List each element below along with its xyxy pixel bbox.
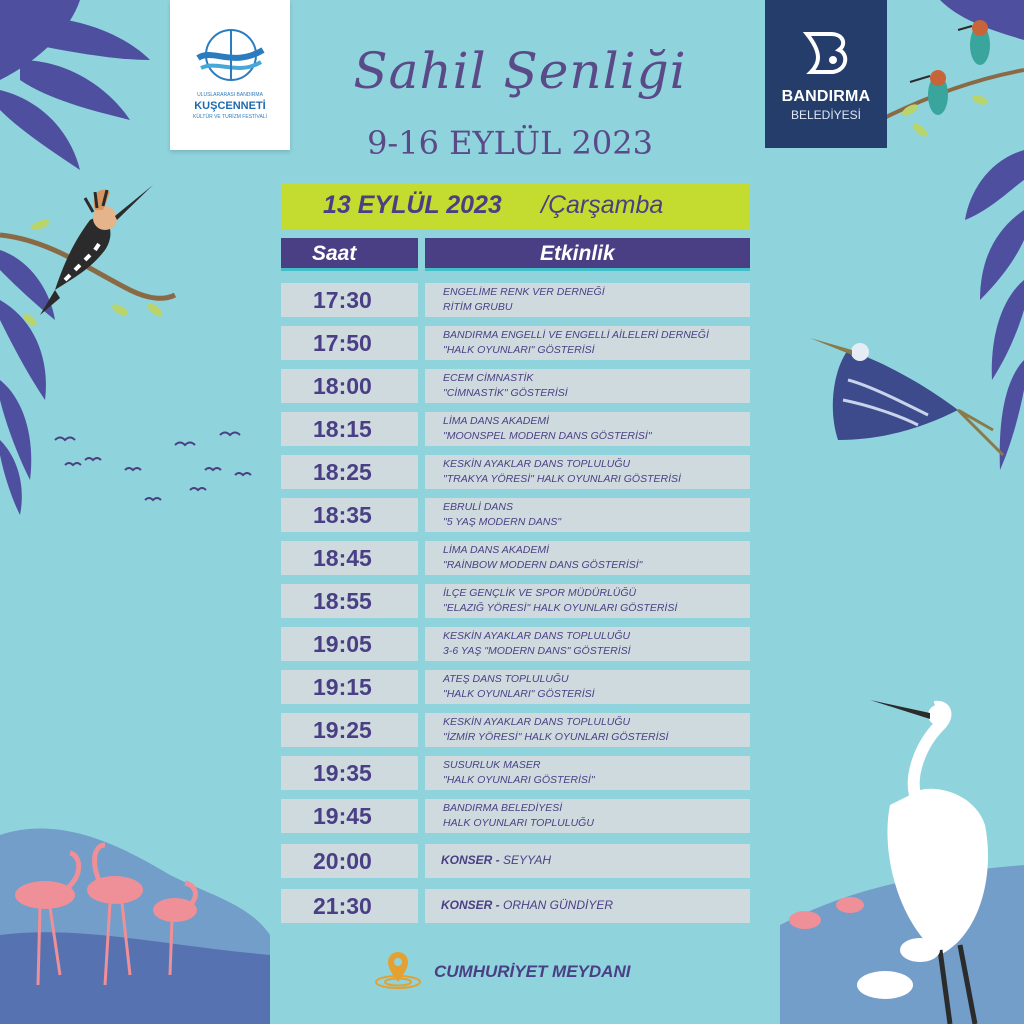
event-line1: BANDIRMA ENGELLİ VE ENGELLİ AİLELERİ DERNEĞİ bbox=[443, 329, 709, 341]
event-line1: İLÇE GENÇLİK VE SPOR MÜDÜRLÜĞÜ bbox=[443, 587, 637, 599]
event-line1: ATEŞ DANS TOPLULUĞU bbox=[443, 673, 569, 685]
day-date: 13 EYLÜL 2023 bbox=[323, 191, 502, 219]
table-row-time bbox=[281, 756, 418, 790]
concert-separator: - bbox=[492, 898, 504, 912]
table-row-time bbox=[281, 283, 418, 317]
event-line1: LİMA DANS AKADEMİ bbox=[443, 544, 549, 556]
event-line2: "RAİNBOW MODERN DANS GÖSTERİSİ" bbox=[443, 559, 643, 571]
table-row-event bbox=[425, 584, 750, 618]
event-line1: EBRULİ DANS bbox=[443, 501, 514, 513]
table-row-time bbox=[281, 498, 418, 532]
municipality-name: BANDIRMA bbox=[781, 88, 871, 105]
table-row-event bbox=[425, 670, 750, 704]
event-dates: 9-16 EYLÜL 2023 bbox=[367, 124, 653, 162]
table-row-time bbox=[281, 455, 418, 489]
column-header-time bbox=[281, 238, 418, 271]
table-row-event bbox=[425, 756, 750, 790]
table-row-event bbox=[425, 844, 750, 878]
concert-entry bbox=[441, 898, 613, 912]
event-line1: LİMA DANS AKADEMİ bbox=[443, 415, 549, 427]
column-header-event-label: Etkinlik bbox=[540, 242, 615, 265]
venue-name: CUMHURİYET MEYDANI bbox=[434, 962, 631, 981]
event-line2: "MOONSPEL MODERN DANS GÖSTERİSİ" bbox=[443, 430, 652, 442]
time-cell: 18:15 bbox=[313, 416, 372, 442]
time-cell: 20:00 bbox=[313, 848, 372, 874]
table-row-event bbox=[425, 283, 750, 317]
egret-lake-illustration bbox=[780, 695, 1024, 1024]
logo-text-line1: ULUSLARARASI BANDIRMA bbox=[197, 92, 263, 98]
concert-label: KONSER bbox=[441, 853, 493, 867]
time-cell: 17:30 bbox=[313, 287, 372, 313]
table-row-time bbox=[281, 844, 418, 878]
table-row-time bbox=[281, 713, 418, 747]
time-cell: 19:05 bbox=[313, 631, 372, 657]
logo-text-line2: KUŞCENNETİ bbox=[194, 100, 266, 112]
event-line1: ECEM CİMNASTİK bbox=[443, 372, 534, 384]
heron-bird-illustration bbox=[808, 330, 1008, 465]
time-cell: 18:35 bbox=[313, 502, 372, 528]
day-weekday: /Çarşamba bbox=[541, 191, 664, 219]
table-row-time bbox=[281, 584, 418, 618]
table-row-time bbox=[281, 412, 418, 446]
day-banner bbox=[281, 183, 750, 230]
event-line1: BANDIRMA BELEDİYESİ bbox=[443, 802, 563, 814]
time-cell: 18:25 bbox=[313, 459, 372, 485]
concert-separator: - bbox=[492, 853, 504, 867]
time-cell: 17:50 bbox=[313, 330, 372, 356]
table-row-event bbox=[425, 799, 750, 833]
bandirma-municipality-logo bbox=[765, 0, 887, 148]
bandirma-emblem-icon bbox=[801, 30, 853, 78]
event-line2: RİTİM GRUBU bbox=[443, 301, 513, 313]
table-row-event bbox=[425, 412, 750, 446]
table-row-time bbox=[281, 541, 418, 575]
column-header-event bbox=[425, 238, 750, 271]
event-line2: "İZMİR YÖRESİ" HALK OYUNLARI GÖSTERİSİ bbox=[443, 731, 669, 743]
event-line1: SUSURLUK MASER bbox=[443, 759, 541, 771]
event-line1: KESKİN AYAKLAR DANS TOPLULUĞU bbox=[443, 716, 631, 728]
concert-label: KONSER bbox=[441, 898, 493, 912]
time-cell: 19:35 bbox=[313, 760, 372, 786]
concert-performer: ORHAN GÜNDİYER bbox=[503, 898, 614, 912]
time-cell: 19:15 bbox=[313, 674, 372, 700]
event-line1: KESKİN AYAKLAR DANS TOPLULUĞU bbox=[443, 630, 631, 642]
event-line2: "CİMNASTİK" GÖSTERİSİ bbox=[443, 387, 568, 399]
table-row-time bbox=[281, 799, 418, 833]
table-row-time bbox=[281, 889, 418, 923]
event-line1: ENGELİME RENK VER DERNEĞİ bbox=[443, 286, 605, 298]
time-cell: 21:30 bbox=[313, 893, 372, 919]
event-line2: "TRAKYA YÖRESİ" HALK OYUNLARI GÖSTERİSİ bbox=[443, 473, 681, 485]
location-pin-icon bbox=[372, 950, 424, 990]
table-row-time bbox=[281, 627, 418, 661]
flying-birds-flock bbox=[45, 430, 265, 520]
flamingo-lake-illustration bbox=[0, 815, 270, 1024]
municipality-subtitle: BELEDİYESİ bbox=[790, 108, 862, 122]
table-row-time bbox=[281, 369, 418, 403]
table-row-time bbox=[281, 670, 418, 704]
event-line2: "HALK OYUNLARI" GÖSTERİSİ bbox=[443, 344, 595, 356]
table-row-event bbox=[425, 627, 750, 661]
festival-globe-icon bbox=[193, 28, 269, 82]
table-row-event bbox=[425, 455, 750, 489]
time-cell: 19:25 bbox=[313, 717, 372, 743]
table-row-event bbox=[425, 889, 750, 923]
concert-performer: SEYYAH bbox=[503, 853, 552, 867]
event-line2: "ELAZIĞ YÖRESİ" HALK OYUNLARI GÖSTERİSİ bbox=[443, 602, 678, 614]
logo-text-line3: KÜLTÜR VE TURİZM FESTİVALİ bbox=[193, 114, 267, 120]
time-cell: 18:00 bbox=[313, 373, 372, 399]
hoopoe-bird-illustration bbox=[35, 180, 155, 320]
event-line2: "HALK OYUNLARI" GÖSTERİSİ bbox=[443, 688, 595, 700]
event-line2: "5 YAŞ MODERN DANS" bbox=[443, 516, 562, 528]
column-header-time-label: Saat bbox=[312, 242, 357, 265]
event-line1: KESKİN AYAKLAR DANS TOPLULUĞU bbox=[443, 458, 631, 470]
time-cell: 19:45 bbox=[313, 803, 372, 829]
event-title: Sahil Şenliği bbox=[353, 42, 687, 100]
event-line2: HALK OYUNLARI TOPLULUĞU bbox=[443, 817, 594, 829]
event-line2: 3-6 YAŞ "MODERN DANS" GÖSTERİSİ bbox=[443, 645, 631, 657]
table-row-event bbox=[425, 326, 750, 360]
table-row-event bbox=[425, 713, 750, 747]
time-cell: 18:45 bbox=[313, 545, 372, 571]
kuscenneti-festival-logo bbox=[170, 0, 290, 150]
table-row-time bbox=[281, 326, 418, 360]
event-line2: "HALK OYUNLARI GÖSTERİSİ" bbox=[443, 774, 595, 786]
concert-entry bbox=[441, 853, 551, 867]
table-row-event bbox=[425, 541, 750, 575]
table-row-event bbox=[425, 369, 750, 403]
table-row-event bbox=[425, 498, 750, 532]
time-cell: 18:55 bbox=[313, 588, 372, 614]
